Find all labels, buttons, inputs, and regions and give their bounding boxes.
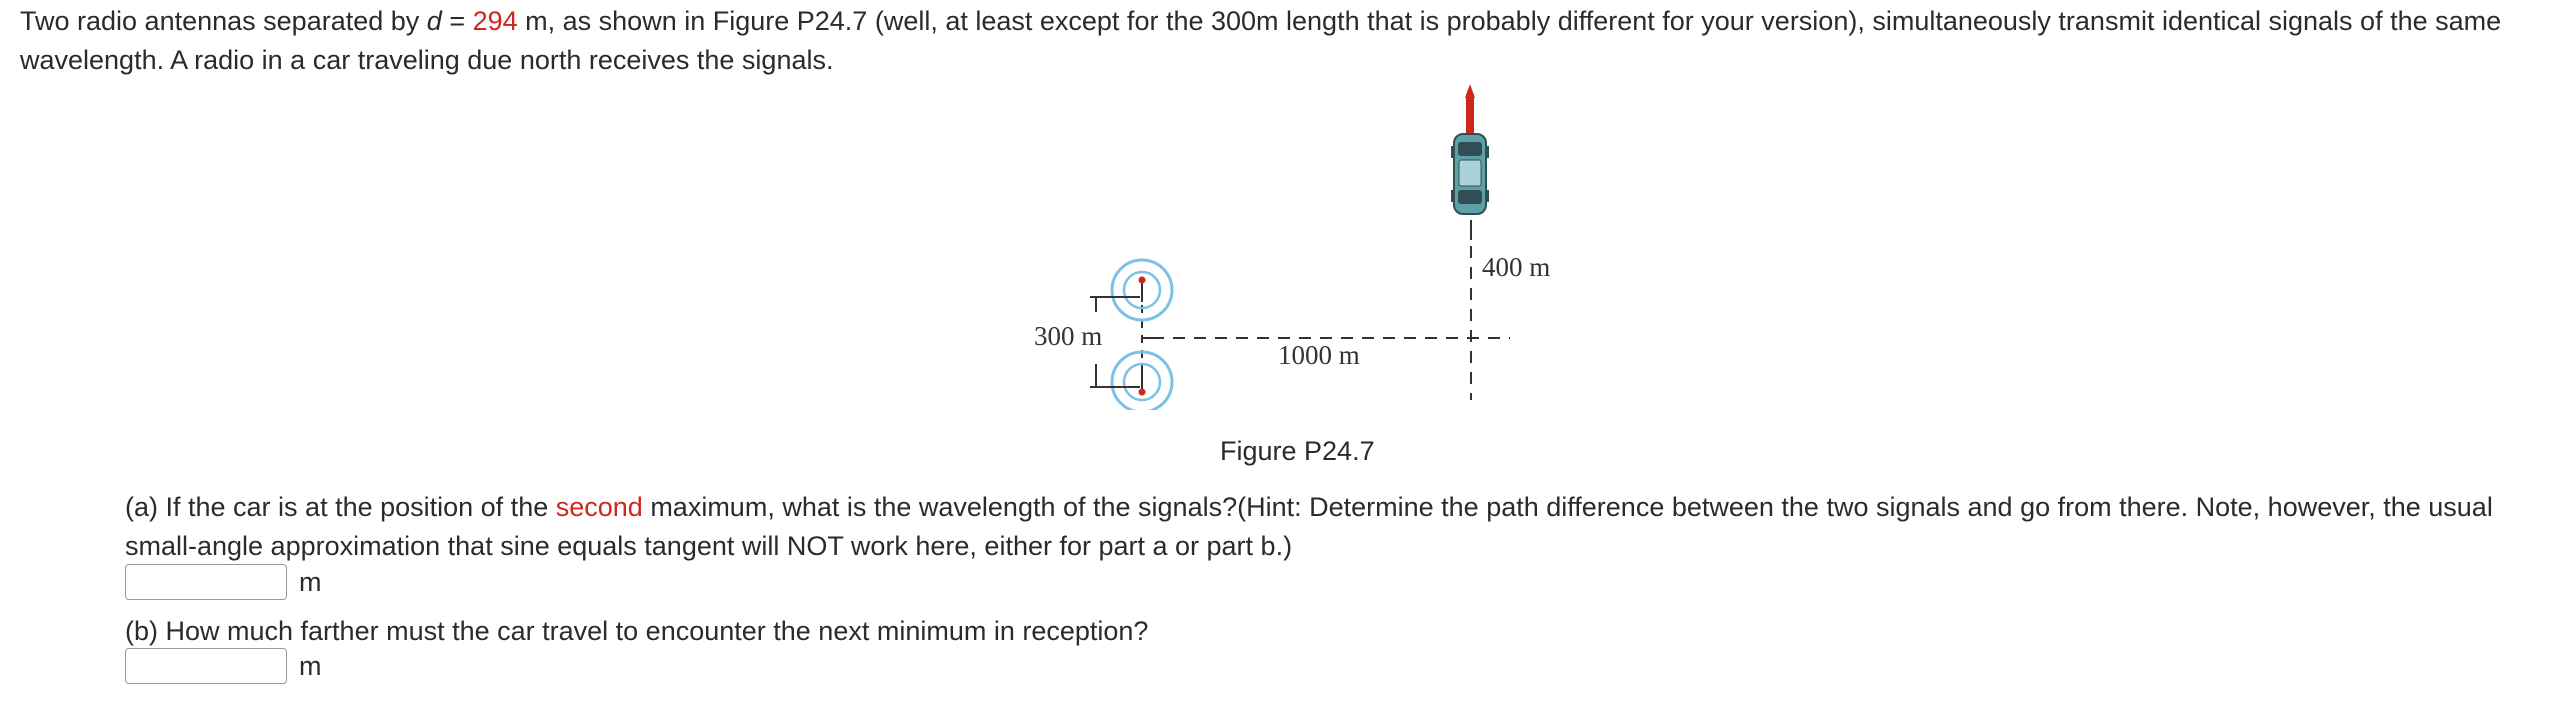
label-300m: 300 m — [1034, 321, 1103, 351]
part-a-prefix: (a) If the car is at the position of the — [125, 492, 556, 522]
north-arrow-icon — [1465, 84, 1475, 136]
answer-input-b[interactable] — [125, 648, 287, 684]
antenna-bottom-icon — [1112, 352, 1172, 410]
figure-diagram — [1010, 80, 1570, 410]
problem-statement — [20, 2, 2540, 80]
car-icon — [1451, 134, 1489, 214]
question-part-b: (b) How much farther must the car travel to encounter the next minimum in reception? — [125, 616, 1149, 646]
answer-row-b — [125, 648, 322, 684]
unit-a: m — [299, 566, 322, 597]
figure-p24-7 — [1010, 80, 1570, 410]
intro-text-end: m, as shown in Figure P24.7 (well, at least except for the 300m length that is probably different for your version), simultaneously transmit identical signals of the same wavelength. A radio in a car traveling due north receives the signals. — [20, 6, 2502, 75]
answer-input-a[interactable] — [125, 564, 287, 600]
equals-sign: = — [441, 6, 473, 36]
unit-b: m — [299, 650, 322, 681]
answer-row-a — [125, 564, 322, 600]
part-a-suffix: maximum, what is the wavelength of the signals?(Hint: Determine the path difference between the two signals and go from there. Note, however, the usual small-angle approximation that sine equals tangent will NOT work here, either for part a or part b.) — [125, 492, 2493, 561]
intro-text-start: Two radio antennas separated by — [20, 6, 427, 36]
d-symbol: d — [426, 6, 442, 36]
label-400m: 400 m — [1482, 252, 1551, 282]
figure-caption: Figure P24.7 — [1220, 436, 1375, 466]
part-a-highlight: second — [555, 492, 643, 522]
d-value: 294 — [472, 6, 518, 36]
label-1000m: 1000 m — [1278, 340, 1360, 370]
question-part-a — [125, 488, 2535, 566]
